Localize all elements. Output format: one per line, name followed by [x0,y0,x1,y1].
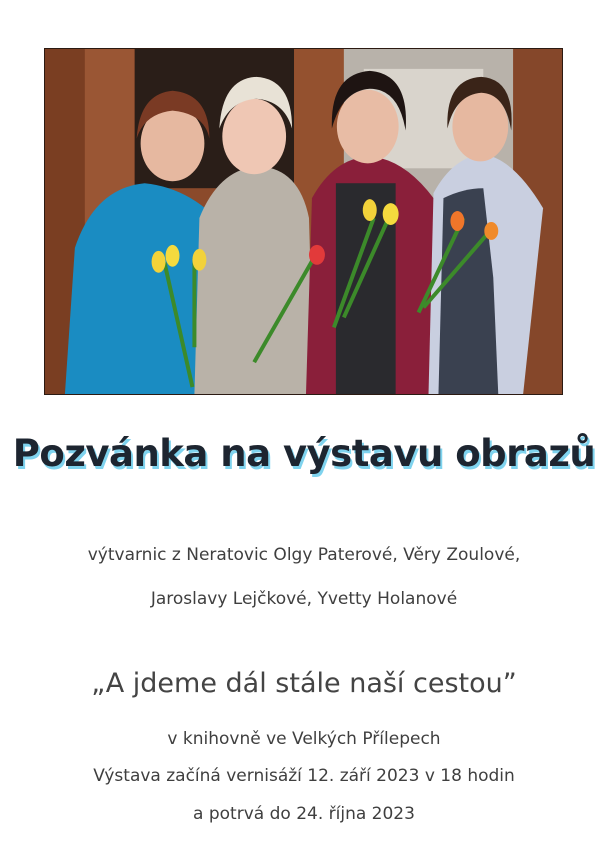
group-photo [44,48,563,395]
artists-line-2: Jaroslavy Lejčkové, Yvetty Holanové [150,589,458,609]
page-title: Pozvánka na výstavu obrazů [12,432,596,475]
duration-text: a potrvá do 24. října 2023 [193,804,415,824]
exhibition-motto: „A jdeme dál stále naší cestou” [91,668,517,699]
artists-line-1: výtvarnic z Neratovic Olgy Paterové, Věry Zoulové, [87,545,521,565]
group-photo-illustration [45,49,562,394]
opening-text: Výstava začíná vernisáží 12. září 2023 v 18 hodin [93,766,515,786]
venue-text: v knihovně ve Velkých Přílepech [167,729,441,749]
